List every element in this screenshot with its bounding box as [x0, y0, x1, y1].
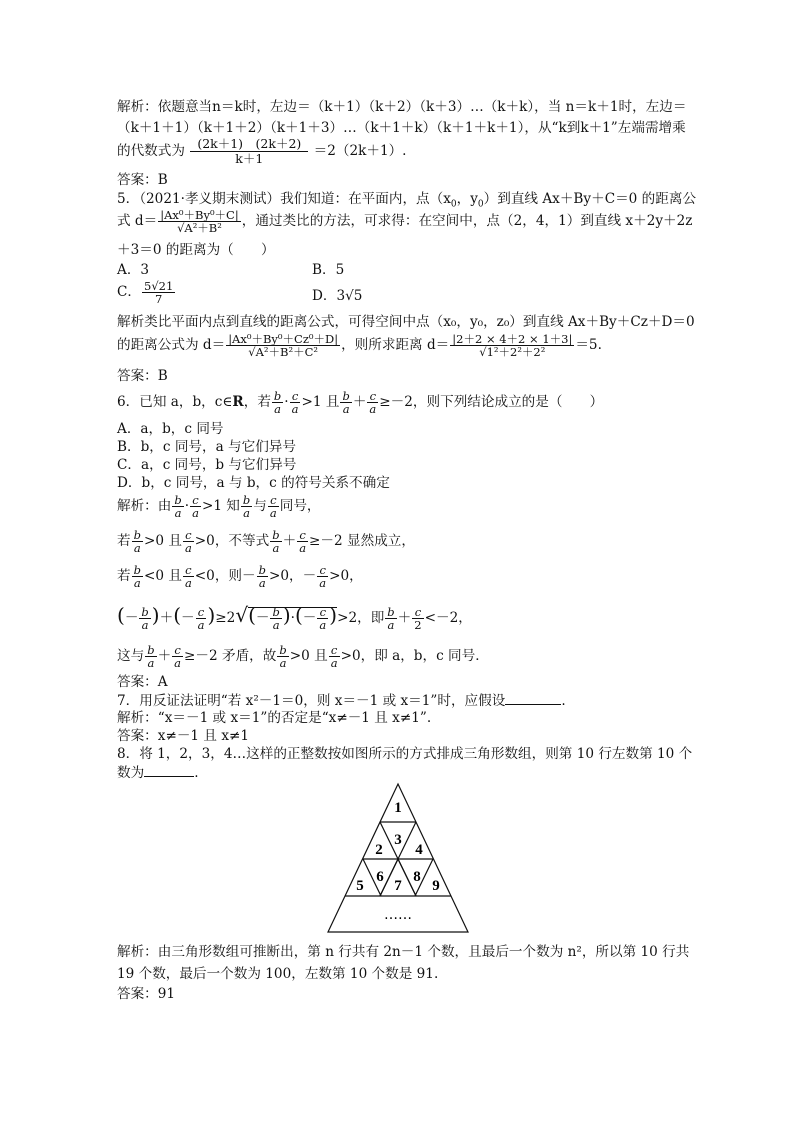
option-5b: B．5 — [312, 262, 345, 278]
text: . — [561, 693, 566, 709]
fraction — [190, 494, 201, 519]
fraction — [450, 333, 574, 358]
triangle-number: 6 — [376, 869, 384, 885]
fraction — [196, 606, 207, 631]
numerator: c — [367, 390, 378, 403]
fraction — [272, 390, 283, 415]
fraction — [132, 564, 143, 589]
numerator: b — [342, 389, 350, 403]
denominator: a — [174, 656, 182, 670]
solution-8-line1: 解析：由三角形数组可推断出，第 n 行共有 2n－1 个数，且最后一个数为 n²，所以第 10 行共 — [117, 944, 690, 960]
denominator: a — [269, 506, 277, 520]
denominator: √1²＋2²＋2² — [479, 345, 546, 359]
numerator: b — [133, 528, 141, 542]
denominator: a — [141, 618, 149, 632]
numerator: c — [196, 606, 207, 619]
fraction — [317, 606, 328, 631]
solution-6-line2: 若 $\frac{b}{a}$ >0 且 $\frac{c}{a}$ >0，不等式 $\frac{b}{a}$ ＋ $\frac{c}{a}$ ≥－2 显然成立， — [117, 528, 415, 555]
numerator: c — [317, 606, 328, 619]
fraction — [340, 390, 351, 415]
text: 若 — [117, 533, 131, 549]
denominator: a — [174, 506, 182, 520]
text: >0，－ — [269, 568, 317, 584]
denominator: 2 — [414, 618, 422, 632]
text: ＝2（2k＋1）. — [313, 143, 407, 159]
text: ≥－2 显然成立， — [309, 533, 415, 549]
fraction — [172, 644, 183, 669]
denominator: a — [272, 618, 280, 632]
text: 7．用反证法证明“若 x²－1＝0，则 x＝－1 或 x＝1”时，应假设 — [117, 693, 506, 709]
numerator: b — [387, 605, 395, 619]
solution-4-line1: 解析：依题意当n＝k时，左边＝（k＋1）（k＋2）（k＋3）…（k＋k），当 n＝k＋1时，左边＝ — [117, 99, 687, 115]
text: >0 且 — [289, 648, 328, 664]
text: 6．已知 a，b，c∈ — [117, 394, 233, 410]
fraction — [268, 494, 279, 519]
numerator: |Ax⁰＋By⁰＋C| — [160, 208, 239, 222]
numerator: 5√21 — [144, 279, 174, 293]
text: ＝5. — [575, 337, 602, 353]
denominator: √A²＋B²＋C² — [248, 345, 318, 359]
fraction — [317, 564, 328, 589]
question-8-line1: 8．将 1，2，3，4…这样的正整数按如图所示的方式排成三角形数组，则第 10 行左数第 10 个 — [117, 746, 693, 762]
solution-6-line1: 解析：由 $\frac{b}{a}$ · $\frac{c}{a}$ >1 知 $\frac{b}{a}$ 与 $\frac{c}{a}$ 同号， — [117, 493, 321, 520]
denominator: a — [291, 402, 299, 416]
text: . — [194, 765, 199, 781]
denominator: √A²＋B² — [177, 221, 222, 235]
text: ，通过类比的方法，可求得：在空间中，点（2，4，1）到直线 x＋2y＋2z — [241, 213, 693, 229]
numerator: b — [258, 563, 266, 577]
denominator: a — [184, 576, 192, 590]
numerator: b — [272, 528, 280, 542]
triangle-number: 8 — [413, 869, 421, 885]
numerator: c — [190, 494, 201, 507]
option-5a: A．3 — [117, 262, 150, 278]
numerator: c — [317, 564, 328, 577]
text: ，y — [456, 191, 478, 207]
triangle-ellipsis: …… — [384, 907, 412, 923]
fraction — [172, 494, 183, 519]
denominator: a — [319, 618, 327, 632]
numerator: b — [133, 563, 141, 577]
triangle-number: 7 — [394, 878, 402, 894]
solution-4-line2: （k＋1＋1）（k＋1＋2）（k＋1＋3）…（k＋1＋k）（k＋1＋k＋1），从“k到k＋1”左端需增乘 — [117, 120, 686, 136]
denominator: k＋1 — [235, 151, 264, 166]
solution-6-line3 — [117, 562, 363, 590]
solution-5-line1: 解析类比平面内点到直线的距离公式，可得空间中点（x₀，y₀，z₀）到直线 Ax＋By＋Cz＋D＝0 — [117, 314, 695, 330]
denominator: 7 — [154, 292, 163, 306]
option-6d: D．b，c 同号，a 与 b，c 的符号关系不确定 — [117, 475, 390, 491]
fraction — [270, 529, 281, 554]
numerator: c — [183, 529, 194, 542]
fraction — [412, 606, 423, 631]
option-6a: A．a，b，c 同号 — [117, 421, 224, 437]
fraction — [139, 606, 150, 631]
fraction — [367, 390, 378, 415]
numerator: c — [268, 494, 279, 507]
solution-4-line3 — [117, 136, 407, 166]
triangle-number: 9 — [432, 878, 440, 894]
denominator: a — [272, 541, 280, 555]
denominator: a — [274, 402, 282, 416]
text: 这与 — [117, 648, 145, 664]
fraction — [257, 564, 268, 589]
question-5-line2 — [117, 206, 692, 236]
triangle-number: 5 — [356, 878, 364, 894]
fraction — [158, 209, 241, 234]
option-5d: D．3√5 — [312, 288, 363, 304]
numerator: b — [242, 493, 251, 507]
numerator: c — [290, 390, 301, 403]
text: 解析：由 — [117, 498, 172, 514]
numerator: b — [273, 389, 282, 403]
numerator: b — [279, 643, 287, 657]
fraction — [145, 644, 156, 669]
text: 的距离公式为 d＝ — [117, 337, 226, 353]
question-8-line2 — [117, 764, 199, 781]
question-5-line3: ＋3＝0 的距离为（ ） — [117, 242, 275, 258]
numerator: c — [329, 644, 340, 657]
denominator: a — [342, 402, 350, 416]
answer-7: 答案：x≠－1 且 x≠1 — [117, 728, 250, 744]
fraction — [183, 564, 194, 589]
fraction — [241, 494, 252, 519]
numerator: c — [172, 644, 183, 657]
triangle-number: 2 — [375, 842, 383, 858]
text: >0， — [329, 568, 363, 584]
numerator: c — [297, 529, 308, 542]
fraction — [297, 529, 308, 554]
numerator: b — [147, 643, 155, 657]
denominator: a — [192, 506, 199, 520]
denominator: a — [319, 576, 327, 590]
text: 数为 — [117, 765, 145, 781]
fraction — [132, 529, 143, 554]
answer-8: 答案：91 — [117, 986, 176, 1002]
text: >0 且 — [143, 533, 182, 549]
solution-7: 解析：“x＝－1 或 x＝1”的否定是“x≠－1 且 x≠1”. — [117, 710, 432, 726]
denominator: a — [258, 576, 266, 590]
denominator: a — [147, 656, 155, 670]
answer-6: 答案：A — [117, 674, 168, 690]
denominator: a — [299, 541, 307, 555]
text: 与 — [253, 498, 267, 514]
text: C． — [117, 284, 141, 300]
triangle-number: 4 — [415, 842, 423, 858]
text: >2，即 — [337, 610, 385, 626]
answer-4: 答案：B — [117, 172, 168, 188]
numerator: b — [272, 605, 280, 619]
triangle-number: 1 — [394, 800, 402, 816]
fraction — [226, 333, 340, 358]
solution-8-line2: 19 个数，最后一个数为 100，左数第 10 个数是 91. — [117, 966, 439, 982]
denominator: a — [133, 541, 141, 555]
numerator: (2k＋1) (2k＋2) — [190, 137, 308, 152]
text: 若 — [117, 568, 131, 584]
numerator: c — [412, 606, 423, 619]
text: <－2， — [424, 610, 472, 626]
text: >0，即 a，b，c 同号． — [340, 648, 489, 664]
solution-6-line5: 这与 $\frac{b}{a}$ ＋ $\frac{c}{a}$ ≥－2 矛盾，故 $\frac{b}{a}$ >0 且 $\frac{c}{a}$ >0，即 a，b，c 同号． — [117, 643, 489, 670]
question-7 — [117, 692, 566, 709]
solution-6-line4: (－ $\frac{b}{a}$ )＋(－ $\frac{c}{a}$ )≥2√(－ $\frac{b}{a}$ )·(－ $\frac{c}{a}$ )>2，即 $\frac{b}{a}$ ＋ $\frac{c}{2}$ <－2， — [117, 603, 472, 632]
solution-5-line2 — [117, 330, 602, 360]
numerator: b — [174, 493, 182, 507]
text: 5．（2021·孝义期末测试）我们知道：在平面内，点（x — [117, 191, 451, 207]
text: ）到直线 Ax＋By＋C＝0 的距离公 — [483, 191, 697, 207]
text: ，若 — [243, 394, 271, 410]
fraction — [329, 644, 340, 669]
fraction — [142, 280, 175, 305]
triangle-number: 3 — [394, 832, 402, 848]
numerator: |Ax⁰＋By⁰＋Cz⁰＋D| — [228, 332, 339, 346]
numerator: |2＋2 × 4＋2 × 1＋3| — [452, 332, 573, 346]
question-6-stem: 6．已知 a，b，c∈R，若 $\frac{b}{a}$ · $\frac{c}{a}$ >1 且 $\frac{b}{a}$ ＋ $\frac{c}{a}$ ≥－2，则下列结论成立的是（ ） — [117, 389, 604, 416]
text: <0 且 — [143, 568, 182, 584]
answer-blank — [505, 692, 561, 705]
fraction — [183, 529, 194, 554]
numerator: b — [141, 605, 149, 619]
option-5c — [117, 277, 176, 307]
text: ≥－2 矛盾，故 — [184, 648, 277, 664]
fraction — [277, 644, 288, 669]
subscript: 0 — [477, 199, 484, 210]
option-6b: B．b，c 同号，a 与它们异号 — [117, 439, 296, 455]
text: >0，不等式 — [194, 533, 270, 549]
text: 的代数式为 — [117, 143, 185, 159]
denominator: a — [243, 506, 251, 520]
text: 同号， — [279, 498, 321, 514]
fraction — [190, 137, 308, 166]
real-set-symbol: R — [232, 394, 244, 410]
denominator: a — [279, 656, 287, 670]
text: <0，则－ — [194, 568, 256, 584]
denominator: a — [133, 576, 141, 590]
text: 式 d＝ — [117, 213, 158, 229]
denominator: a — [184, 541, 192, 555]
denominator: a — [330, 656, 338, 670]
answer-5: 答案：B — [117, 368, 168, 384]
answer-blank — [144, 764, 194, 777]
fraction — [270, 606, 281, 631]
text: >1 且 — [301, 394, 340, 410]
text: >1 知 — [201, 498, 240, 514]
text: ≥－2，则下列结论成立的是（ ） — [379, 394, 604, 410]
numerator: c — [183, 564, 194, 577]
fraction — [385, 606, 396, 631]
denominator: a — [369, 402, 377, 416]
triangle-number-figure — [327, 782, 471, 934]
text: ，则所求距离 d＝ — [341, 337, 450, 353]
denominator: a — [387, 618, 395, 632]
option-6c: C．a，c 同号，b 与它们异号 — [117, 457, 297, 473]
subscript: 0 — [450, 199, 457, 210]
fraction — [290, 390, 301, 415]
denominator: a — [197, 618, 205, 632]
